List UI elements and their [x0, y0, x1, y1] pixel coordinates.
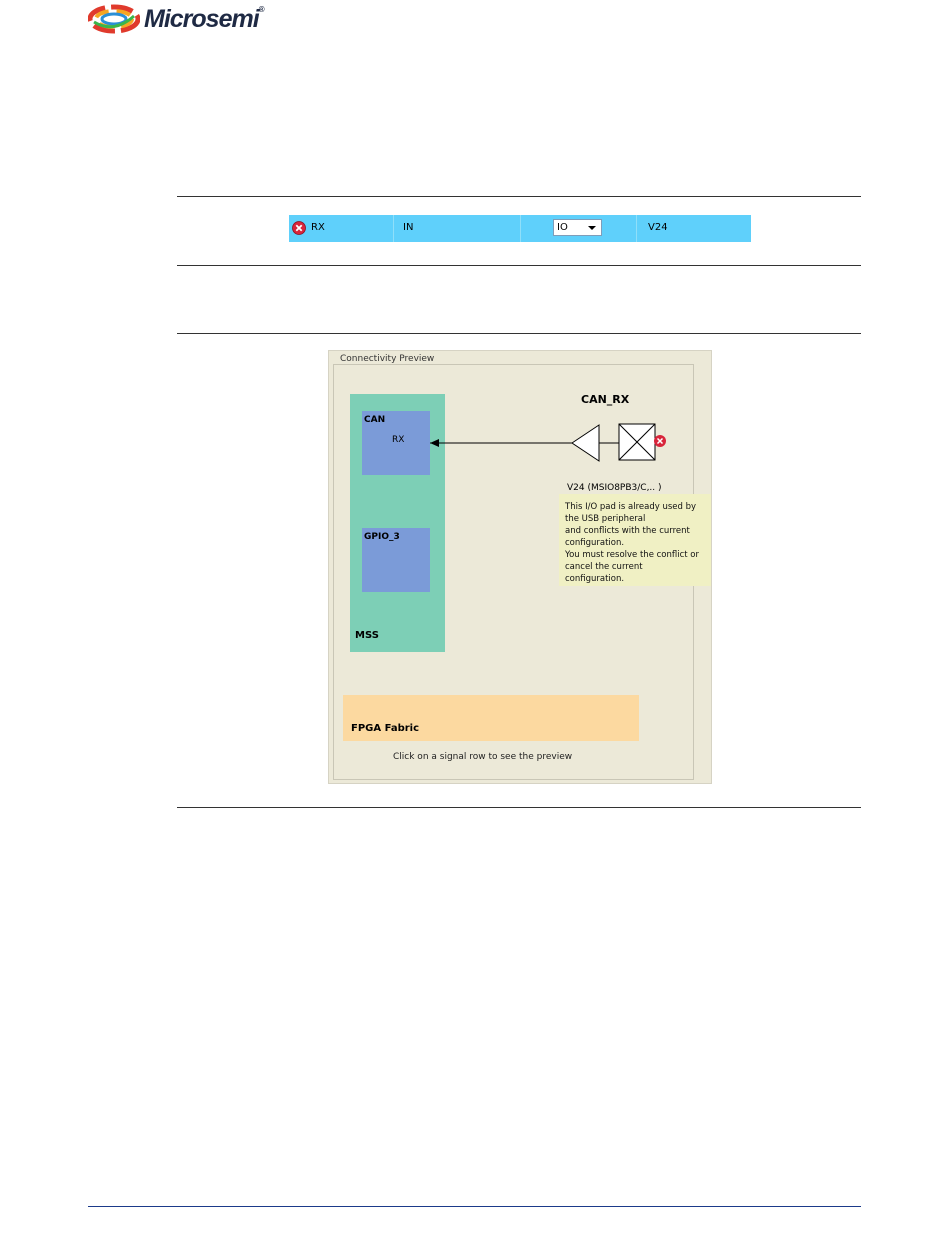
signal-title: CAN_RX [581, 393, 630, 406]
figure-bottom-rule [177, 807, 861, 808]
io-standard-dropdown[interactable] [553, 219, 602, 236]
direction-cell: IN [403, 222, 414, 233]
preview-hint-text: Click on a signal row to see the preview [393, 752, 573, 762]
figure-top-rule [177, 333, 861, 334]
tooltip-line: cancel the current [565, 562, 643, 572]
io-pad-icon [619, 424, 655, 460]
can-label: CAN [364, 415, 386, 425]
dropdown-value: IO [557, 222, 568, 233]
tooltip-line: the USB peripheral [565, 514, 646, 524]
signal-table-row[interactable] [289, 215, 751, 242]
package-pin-cell: V24 [648, 222, 668, 233]
figure-top-rule [177, 196, 861, 197]
microsemi-logo [88, 2, 288, 36]
footer-rule [88, 1206, 861, 1207]
column-separator [393, 215, 394, 242]
conflict-tooltip [559, 494, 711, 586]
gpio-label: GPIO_3 [364, 532, 400, 542]
fpga-fabric-label: FPGA Fabric [351, 723, 420, 734]
microsemi-swirl-icon [88, 4, 140, 34]
column-separator [520, 215, 521, 242]
pad-error-icon [654, 435, 666, 447]
connectivity-preview-panel [328, 350, 712, 784]
preview-title: Connectivity Preview [340, 354, 435, 364]
input-buffer-icon [572, 425, 599, 461]
tooltip-line: configuration. [565, 538, 625, 548]
mss-label: MSS [355, 630, 379, 641]
tooltip-line: configuration. [565, 574, 625, 584]
pad-location-label: V24 (MSIO8PB3/C,.. ) [567, 483, 662, 493]
tooltip-line: You must resolve the conflict or [565, 550, 700, 560]
tooltip-line: This I/O pad is already used by [565, 502, 697, 512]
error-icon [292, 221, 306, 235]
chevron-down-icon [588, 226, 596, 230]
column-separator [636, 215, 637, 242]
can-rx-port-label: RX [392, 435, 405, 445]
logo-wordmark: Microsemi® [144, 5, 265, 33]
tooltip-line: and conflicts with the current [565, 526, 690, 536]
connection-wire [430, 439, 572, 447]
signal-name-cell: RX [311, 222, 325, 233]
figure-bottom-rule [177, 265, 861, 266]
